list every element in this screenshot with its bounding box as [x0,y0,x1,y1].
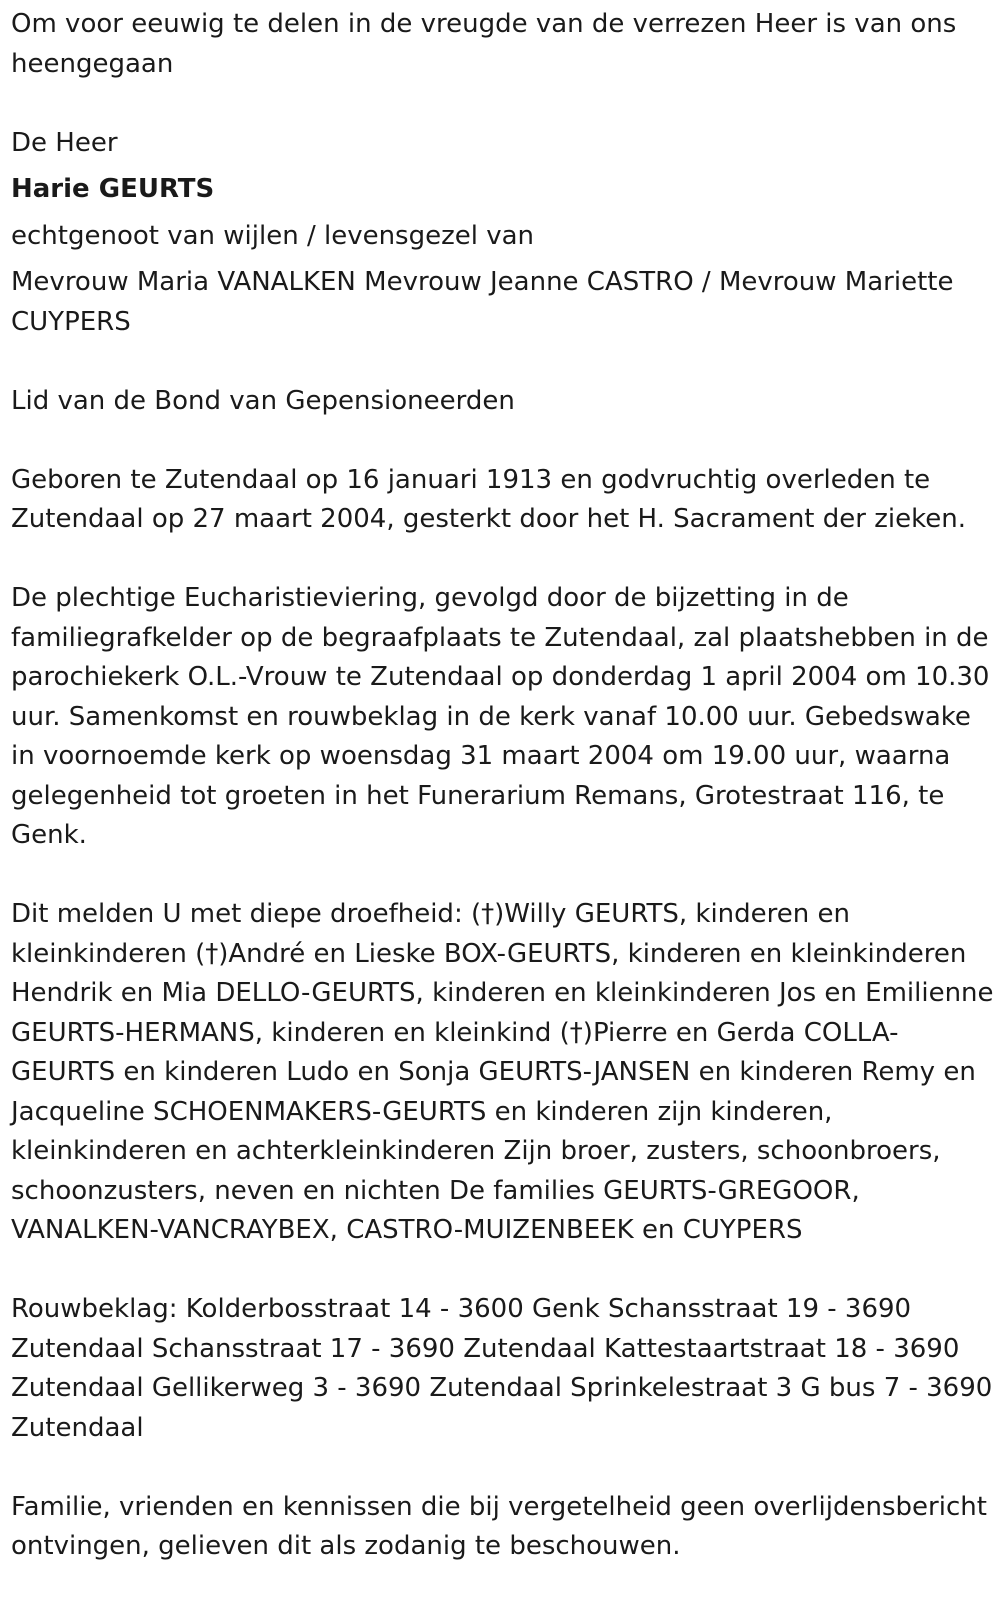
spouses-text: Mevrouw Maria VANALKEN Mevrouw Jeanne CASTRO / Mevrouw Mariette CUYPERS [11,267,954,337]
spacer [11,856,996,896]
intro-text: Om voor eeuwig te delen in de vreugde van de verrezen Heer is van ons heengegaan [11,9,957,79]
spacer [11,1448,996,1488]
spacer [11,342,996,382]
spacer [11,421,996,461]
condolence-addresses: Rouwbeklag: Kolderbosstraat 14 - 3600 Genk Schansstraat 19 - 3690 Zutendaal Schansstraat 17 - 3690 Zutendaal Kattestaartstraat 18 - 3690 Zutendaal Gellikerweg 3 - 3690 Zutendaal Sprinkelestraat 3 G bus 7 - 3690 Zutendaal [11,1294,993,1443]
funeral-details: De plechtige Eucharistieviering, gevolgd door de bijzetting in de familiegrafkelder op de begraafplaats te Zutendaal, zal plaatshebben in de parochiekerk O.L.-Vrouw te Zutendaal op donderdag 1 april 2004 om 10.30 uur. Samenkomst en rouwbeklag in de kerk vanaf 10.00 uur. Gebedswake in voornoemde kerk op woensdag 31 maart 2004 om 19.00 uur, waarna gelegenheid tot groeten in het Funerarium Remans, Grotestraat 116, te Genk. [11,583,990,850]
family-announcement: Dit melden U met diepe droefheid: (†)Willy GEURTS, kinderen en kleinkinderen (†)André en Lieske BOX-GEURTS, kinderen en kleinkinderen Hendrik en Mia DELLO-GEURTS, kinderen en kleinkinderen Jos en Emilienne GEURTS-HERMANS, kinderen en kleinkind (†)Pierre en Gerda COLLA-GEURTS en kinderen Ludo en Sonja GEURTS-JANSEN en kinderen Remy en Jacqueline SCHOENMAKERS-GEURTS en kinderen zijn kinderen, kleinkinderen en achterkleinkinderen Zijn broer, zusters, schoonbroers, schoonzusters, neven en nichten De families GEURTS-GREGOOR, VANALKEN-VANCRAYBEX, CASTRO-MUIZENBEEK en CUYPERS [11,899,994,1245]
deceased-name: Harie GEURTS [11,174,215,204]
obituary-notice [11,5,996,1567]
birth-death-text: Geboren te Zutendaal op 16 januari 1913 en godvruchtig overleden te Zutendaal op 27 maart 2004, gesterkt door het H. Sacrament der zieken. [11,464,966,534]
spacer [11,210,996,217]
title-prefix: De Heer [11,127,118,158]
spacer [11,1251,996,1291]
closing-text: Familie, vrienden en kennissen die bij vergetelheid geen overlijdensbericht ontvingen, gelieven dit als zodanig te beschouwen. [11,1491,987,1561]
spacer [11,540,996,580]
membership-text: Lid van de Bond van Gepensioneerden [11,385,515,416]
spacer [11,256,996,263]
spacer [11,163,996,170]
relation-label: echtgenoot van wijlen / levensgezel van [11,220,535,251]
spacer [11,84,996,124]
